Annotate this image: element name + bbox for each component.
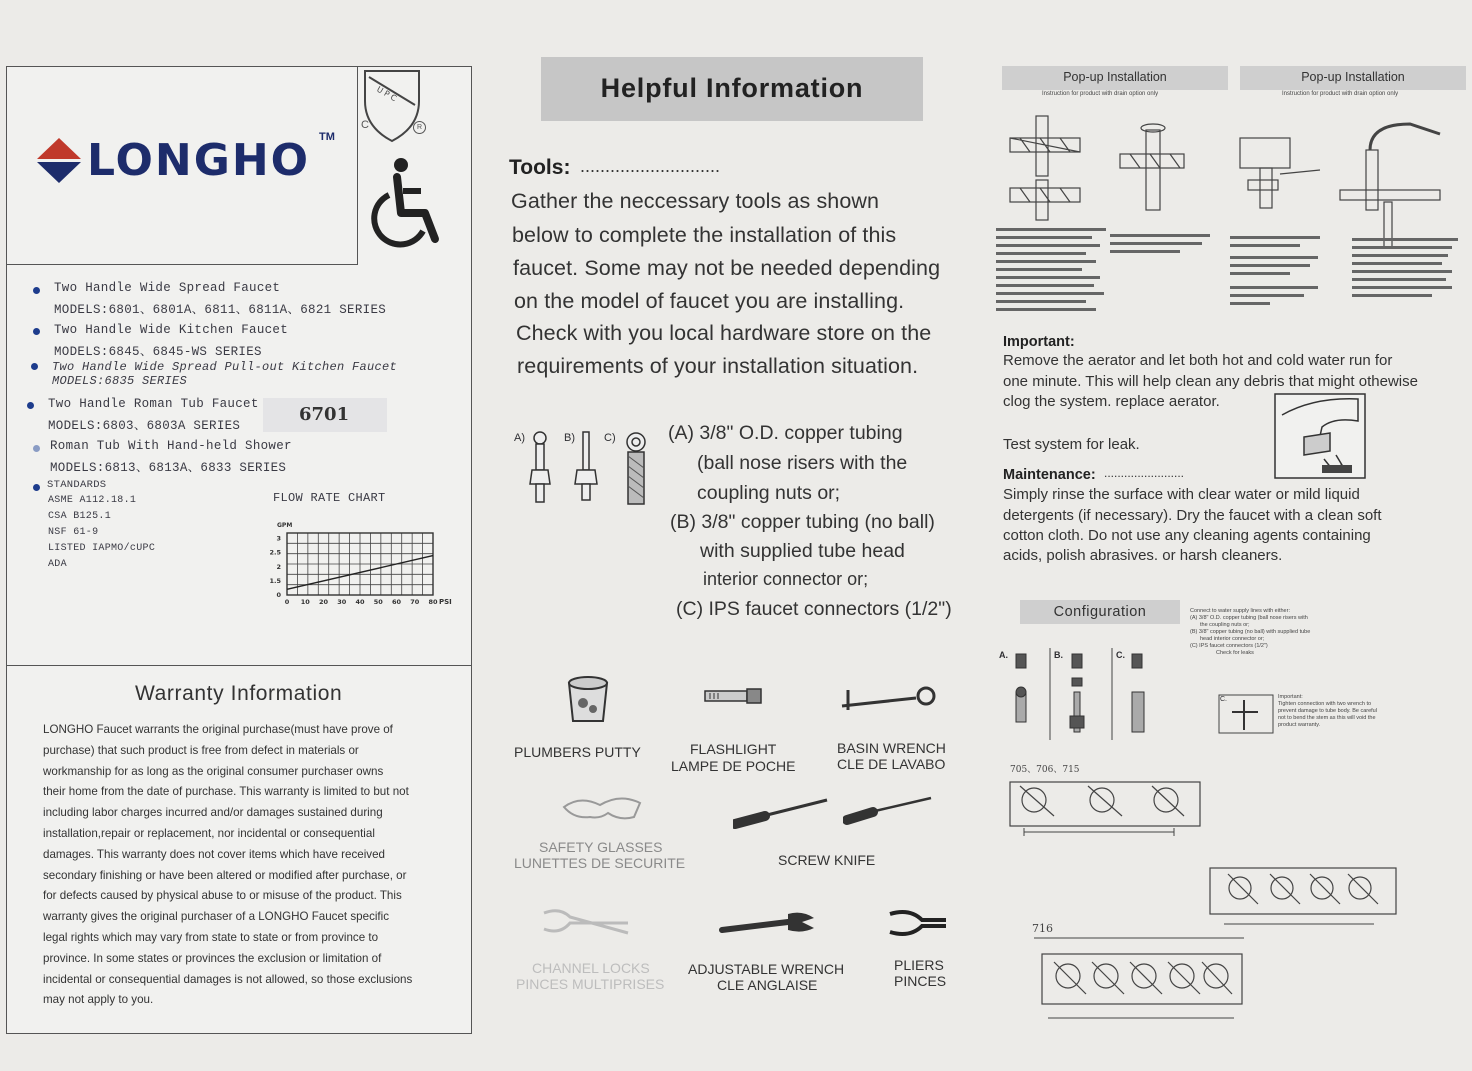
important-line: one minute. This will help clean any debris that might othewise xyxy=(1003,373,1418,390)
bullet xyxy=(33,287,40,294)
screwdriver-icon xyxy=(733,796,829,830)
config-note-line: Check for leaks xyxy=(1216,650,1254,656)
chart-x-tick-label: 60 xyxy=(391,598,402,606)
standard-item: ASME A112.18.1 xyxy=(48,495,137,506)
supply-connectors-icon xyxy=(526,428,656,508)
chart-y-tick-label: 1.5 xyxy=(269,576,281,585)
tool-label-adjustable-wrench-fr: CLE ANGLAISE xyxy=(717,977,818,993)
popup-install-header-1 xyxy=(1002,66,1228,90)
chart-y-tick-label: 2 xyxy=(276,562,281,571)
important-line: Remove the aerator and let both hot and cold water run for xyxy=(1003,352,1393,369)
flashlight-icon xyxy=(704,688,764,704)
warranty-line: damages. This warranty does not cover items which have received xyxy=(43,847,385,861)
chart-x-tick-label: 10 xyxy=(300,598,310,606)
tool-label-screw-knife: SCREW KNIFE xyxy=(778,852,876,868)
warranty-line: their home from the date of purchase. This warranty is limited to but not xyxy=(43,785,409,799)
chart-x-tick-label: 50 xyxy=(373,598,383,606)
tools-text-line: on the model of faucet you are installing. xyxy=(514,289,905,313)
connector-text-line: with supplied tube head xyxy=(700,540,905,562)
config-note-line: Connect to water supply lines with either: xyxy=(1190,608,1290,614)
chart-x-tick-label: 40 xyxy=(355,598,365,606)
chart-x-tick-label: 0 xyxy=(284,598,290,606)
warranty-line: including labor charges incurred and/or damages sustained during xyxy=(43,806,383,820)
tool-label-channel-locks-fr: PINCES MULTIPRISES xyxy=(516,976,665,992)
c-mark: C xyxy=(361,119,369,131)
tool-label-safety-glasses-fr: LUNETTES DE SECURITE xyxy=(514,855,686,871)
model-name: Two Handle Wide Spread Pull-out Kitchen Faucet xyxy=(52,360,398,374)
connector-label-b: B) xyxy=(564,432,575,444)
tools-text-line: below to complete the installation of this xyxy=(512,223,897,247)
flow-chart-title: FLOW RATE CHART xyxy=(273,491,386,505)
connector-label-a: A) xyxy=(514,432,525,444)
chart-x-axis-label: PSI xyxy=(439,598,452,606)
warranty-section xyxy=(7,665,471,1034)
config-label-a: A. xyxy=(999,650,1008,660)
config-note-line: (C) IPS faucet connectors (1/2") xyxy=(1190,643,1268,649)
warranty-line: purchase) that such product is free from defect in materials or xyxy=(43,743,359,757)
model-group-label: 716 xyxy=(1032,922,1053,935)
warranty-line: incidental or consequential damages is not allowed, so those exclusions xyxy=(43,972,413,986)
connector-text-line: (B) 3/8" copper tubing (no ball) xyxy=(670,511,935,533)
tool-label-adjustable-wrench: ADJUSTABLE WRENCH xyxy=(688,961,845,977)
maintenance-line: cotton cloth. Do not use any cleaning agents containing xyxy=(1003,527,1371,544)
tool-label-channel-locks: CHANNEL LOCKS xyxy=(532,960,650,976)
helpful-information-header xyxy=(541,57,923,121)
tools-leader-dots: ............................ xyxy=(580,156,721,176)
warranty-line: warranty gives the original purchaser of a LONGHO Faucet specific xyxy=(43,910,390,924)
bullet xyxy=(31,363,38,370)
maintenance-line: Simply rinse the surface with clear water or mild liquid xyxy=(1003,486,1360,503)
three-hole-layout-diagram xyxy=(1004,772,1204,848)
upc-certification-icon xyxy=(361,67,431,147)
tighten-note-line: product warranty. xyxy=(1278,722,1321,728)
model-name: Roman Tub With Hand-held Shower xyxy=(50,439,292,453)
config-note-line: (A) 3/8" O.D. copper tubing (ball nose risers with xyxy=(1190,615,1308,621)
model-name: Two Handle Roman Tub Faucet xyxy=(48,397,259,411)
tighten-note-line: Important: xyxy=(1278,694,1303,700)
maintenance-heading: Maintenance: xyxy=(1003,467,1096,483)
tools-text-line: Check with you local hardware store on the xyxy=(516,321,932,345)
configuration-connectors-icon xyxy=(1008,646,1158,742)
important-heading: Important: xyxy=(1003,334,1075,350)
standard-item: LISTED IAPMO/cUPC xyxy=(48,543,156,554)
bullet xyxy=(33,484,40,491)
popup-install-header-2 xyxy=(1240,66,1466,90)
basin-wrench-icon xyxy=(840,686,940,712)
connector-text-line: (ball nose risers with the xyxy=(697,452,908,474)
upc-letters: U P C xyxy=(375,84,399,104)
screw-knife-icon xyxy=(843,796,933,826)
warranty-line: workmanship for as long as the original consumer purchaser owns xyxy=(43,764,384,778)
warranty-line: installation,repair or replacement, nor incidental or consequential xyxy=(43,826,375,840)
brand-wordmark: LONGHO xyxy=(87,135,311,186)
config-note-line: (B) 3/8" copper tubing (no ball) with supplied tube xyxy=(1190,629,1311,635)
tools-text-line: Gather the neccessary tools as shown xyxy=(511,189,880,213)
tighten-note-line: not to bend the stem as this will void the xyxy=(1278,715,1376,721)
tool-label-basin-wrench-fr: CLE DE LAVABO xyxy=(837,756,946,772)
tighten-note-line: prevent damage to tube body. Be careful xyxy=(1278,708,1377,714)
test-leak-line: Test system for leak. xyxy=(1003,436,1140,453)
warranty-line: secondary finishing or have been altered or modified after purchase, or xyxy=(43,868,407,882)
config-label-c: C. xyxy=(1116,650,1125,660)
plumbers-putty-icon xyxy=(565,673,611,725)
model-group-label: 705、706、715 xyxy=(1010,765,1080,775)
model-name: Two Handle Wide Kitchen Faucet xyxy=(54,323,289,337)
standards-title: STANDARDS xyxy=(47,479,107,491)
standard-item: ADA xyxy=(48,559,67,570)
tool-label-basin-wrench: BASIN WRENCH xyxy=(837,740,946,756)
chart-x-tick-label: 30 xyxy=(337,598,347,606)
bullet xyxy=(27,402,34,409)
standard-item: CSA B125.1 xyxy=(48,511,112,522)
configuration-header xyxy=(1020,600,1180,624)
tool-label-pliers-fr: PINCES xyxy=(894,973,947,989)
wheelchair-accessibility-icon xyxy=(367,153,447,253)
warranty-line: may not apply to you. xyxy=(43,993,154,1007)
five-hole-layout-diagram xyxy=(1034,934,1250,1034)
warranty-line: LONGHO Faucet warrants the original purchase(must have prove of xyxy=(43,723,393,736)
aerator-faucet-icon xyxy=(1274,393,1366,479)
popup-subtitle: Instruction for product with drain option only xyxy=(1282,91,1399,97)
logo-box xyxy=(7,67,358,265)
config-label-b: B. xyxy=(1054,650,1063,660)
bullet xyxy=(33,445,40,452)
tool-label-pliers: PLIERS xyxy=(894,957,944,973)
chart-y-tick-label: 0 xyxy=(276,591,281,599)
maintenance-leader-dots: ........................ xyxy=(1104,466,1185,480)
connector-label-c: C) xyxy=(604,432,616,444)
adjustable-wrench-icon xyxy=(718,908,818,938)
model-sticker xyxy=(263,398,387,432)
model-numbers: MODELS:6835 SERIES xyxy=(52,374,188,388)
tools-text-line: faucet. Some may not be needed depending xyxy=(513,256,941,280)
model-name: Two Handle Wide Spread Faucet xyxy=(54,281,281,295)
maintenance-line: acids, polish abrasives. or harsh cleaners. xyxy=(1003,547,1283,564)
tool-label-flashlight-fr: LAMPE DE POCHE xyxy=(671,758,796,774)
warranty-line: legal rights which may vary from state to state or from province to xyxy=(43,930,379,944)
popup-subtitle: Instruction for product with drain option only xyxy=(1042,91,1159,97)
model-numbers: MODELS:6813、6813A、6833 SERIES xyxy=(50,461,287,475)
pliers-icon xyxy=(886,906,950,940)
trademark-mark: TM xyxy=(319,131,335,143)
connector-text-line: interior connector or; xyxy=(703,569,869,589)
tools-text-line: requirements of your installation situation. xyxy=(517,354,919,378)
model-numbers: MODELS:6801、6801A、6811、6811A、6821 SERIES xyxy=(54,303,387,317)
tool-label-flashlight: FLASHLIGHT xyxy=(690,741,777,757)
tool-label-plumbers-putty: PLUMBERS PUTTY xyxy=(514,744,641,760)
chart-x-tick-label: 70 xyxy=(410,598,420,606)
model-numbers: MODELS:6803、6803A SERIES xyxy=(48,419,241,433)
chart-x-tick-label: 20 xyxy=(318,598,329,606)
popup-title: Pop-up Installation xyxy=(1301,70,1405,84)
popup-install-diagrams xyxy=(990,110,1466,320)
config-note-line: head interior connector or; xyxy=(1200,636,1265,642)
config-note-line: the coupling nuts or; xyxy=(1200,622,1250,628)
sticker-number: 6701 xyxy=(299,404,350,425)
warranty-line: province. In some states or provinces the exclusion or limitation of xyxy=(43,951,382,965)
tighten-note xyxy=(1278,694,1438,729)
chart-y-tick-label: 3 xyxy=(276,534,281,543)
warranty-text xyxy=(43,720,461,1011)
configuration-note xyxy=(1190,608,1370,657)
safety-glasses-icon xyxy=(560,793,644,823)
connector-text-line: (C) IPS faucet connectors (1/2") xyxy=(676,598,952,620)
bullet xyxy=(33,328,40,335)
maintenance-line: detergents (if necessary). Dry the faucet with a clean soft xyxy=(1003,507,1382,524)
popup-title: Pop-up Installation xyxy=(1063,70,1167,84)
connector-text-line: coupling nuts or; xyxy=(697,482,841,504)
chart-x-tick-label: 80 xyxy=(428,598,438,606)
standard-item: NSF 61-9 xyxy=(48,527,99,538)
connector-text-line: (A) 3/8" O.D. copper tubing xyxy=(668,422,903,444)
important-line: clog the system. replace aerator. xyxy=(1003,393,1220,410)
registered-mark: R xyxy=(413,121,426,134)
tighten-note-line: Tighten connection with two wrench to xyxy=(1278,701,1372,707)
product-info-panel xyxy=(6,66,472,1034)
chart-y-axis-label: GPM xyxy=(277,522,293,529)
warranty-line: for defects caused by physical abuse to or misuse of the product. This xyxy=(43,889,402,903)
configuration-title: Configuration xyxy=(1053,604,1147,620)
channel-locks-icon xyxy=(540,905,632,939)
warranty-title: Warranty Information xyxy=(135,682,343,705)
flow-rate-chart xyxy=(261,509,461,609)
four-hole-layout-diagram xyxy=(1204,860,1400,932)
tools-heading: Tools: xyxy=(509,156,571,179)
model-numbers: MODELS:6845、6845-WS SERIES xyxy=(54,345,262,359)
config-c-label: C. xyxy=(1220,696,1227,703)
tool-label-safety-glasses: SAFETY GLASSES xyxy=(539,839,663,855)
chart-y-tick-label: 2.5 xyxy=(269,548,281,557)
page-title: Helpful Information xyxy=(600,73,864,103)
